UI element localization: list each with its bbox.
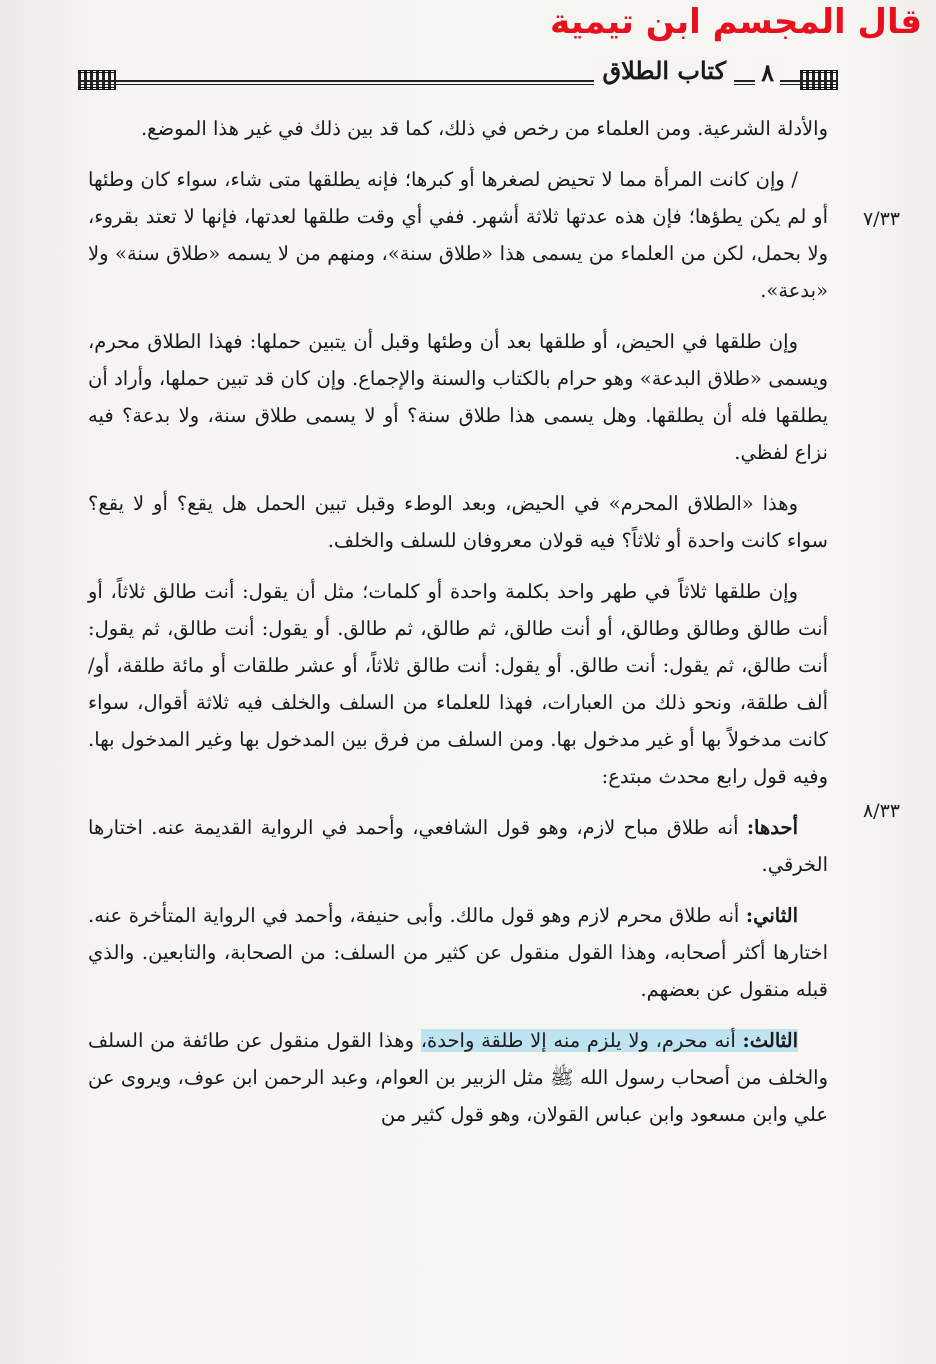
opinion-label: أحدها: — [746, 816, 798, 839]
paragraph: وهذا «الطلاق المحرم» في الحيض، وبعد الوطء وقبل تبين الحمل هل يقع؟ أو لا يقع؟ سواء كانت واحدة أو ثلاثاً؟ فيه قولان معروفان للسلف والخلف. — [88, 492, 828, 552]
header-ornament-left — [78, 70, 116, 90]
opinion-text: أنه طلاق محرم لازم وهو قول مالك. وأبى حنيفة، وأحمد في الرواية المتأخرة عنه. اختارها أكثر أصحابه، وهذا القول منقول عن كثير من السلف: من الصحابة، والتابعين. والذي قبله منقول عن بعضهم. — [88, 904, 828, 1001]
paragraph: / وإن كانت المرأة مما لا تحيض لصغرها أو كبرها؛ فإنه يطلقها متى شاء، سواء كان وطئها أو لم يكن يطؤها؛ فإن هذه عدتها ثلاثة أشهر. ففي أي وقت طلقها لعدتها، فإنها لا تعتد بقروء، ولا بحمل، لكن من العلماء من يسمى هذا «طلاق سنة»، ومنهم من لا يسمه «طلاق سنة» ولا «بدعة». — [88, 168, 828, 302]
highlighted-passage — [421, 1029, 798, 1052]
page-number: ٨ — [755, 58, 780, 87]
opinion-first — [88, 809, 828, 883]
opinion-label: الثاني: — [745, 904, 798, 927]
opinion-label: الثالث: — [742, 1029, 799, 1052]
header-ornament-right — [800, 70, 838, 90]
book-title: كتاب الطلاق — [594, 56, 734, 85]
page-header — [78, 56, 838, 92]
paragraph: والأدلة الشرعية. ومن العلماء من رخص في ذلك، كما قد بين ذلك في غير هذا الموضع. — [140, 117, 828, 140]
margin-note: ٨/٣٣ — [862, 800, 900, 822]
highlighted-text: أنه محرم، ولا يلزم منه إلا طلقة واحدة، — [420, 1029, 743, 1052]
opinion-second — [88, 897, 828, 1008]
page-body — [88, 110, 828, 1147]
overlay-title: قال المجسم ابن تيمية — [550, 2, 922, 42]
margin-note: ٧/٣٣ — [862, 208, 900, 230]
opinion-text: وهذا القول منقول عن طائفة من السلف والخلف من أصحاب رسول الله ﷺ مثل الزبير بن العوام، وعبد الرحمن ابن عوف، ويروى عن علي وابن مسعود وابن عباس القولان، وهو قول كثير من — [88, 1029, 828, 1126]
opinion-third — [88, 1022, 828, 1133]
paragraph: وإن طلقها في الحيض، أو طلقها بعد أن وطئها وقبل أن يتبين حملها: فهذا الطلاق محرم، ويسمى «طلاق البدعة» وهو حرام بالكتاب والسنة والإجماع. وإن كان قد تبين حملها، وأراد أن يطلقها فله أن يطلقها. وهل يسمى هذا طلاق سنة؟ أو لا يسمى طلاق سنة، ولا بدعة؟ فيه نزاع لفظي. — [88, 330, 828, 464]
paragraph: وإن طلقها ثلاثاً في طهر واحد بكلمة واحدة أو كلمات؛ مثل أن يقول: أنت طالق ثلاثاً، أو أنت طالق وطالق وطالق، أو أنت طالق، ثم طالق، ثم طالق. أو يقول: أنت طالق، ثم يقول: أنت طالق، ثم يقول: أنت طالق. أو يقول: أنت طالق ثلاثاً، أو عشر طلقات أو مائة طلقة، أو/ ألف طلقة، ونحو ذلك من العبارات، فهذا للعلماء من السلف والخلف فيه ثلاثة أقوال، سواء كانت مدخولاً بها أو غير مدخول بها. ومن السلف من فرق بين المدخول بها وغير المدخول بها. وفيه قول رابع محدث مبتدع: — [88, 580, 828, 788]
opinion-text: أنه طلاق مباح لازم، وهو قول الشافعي، وأحمد في الرواية القديمة عنه. اختارها الخرقي. — [88, 816, 828, 876]
